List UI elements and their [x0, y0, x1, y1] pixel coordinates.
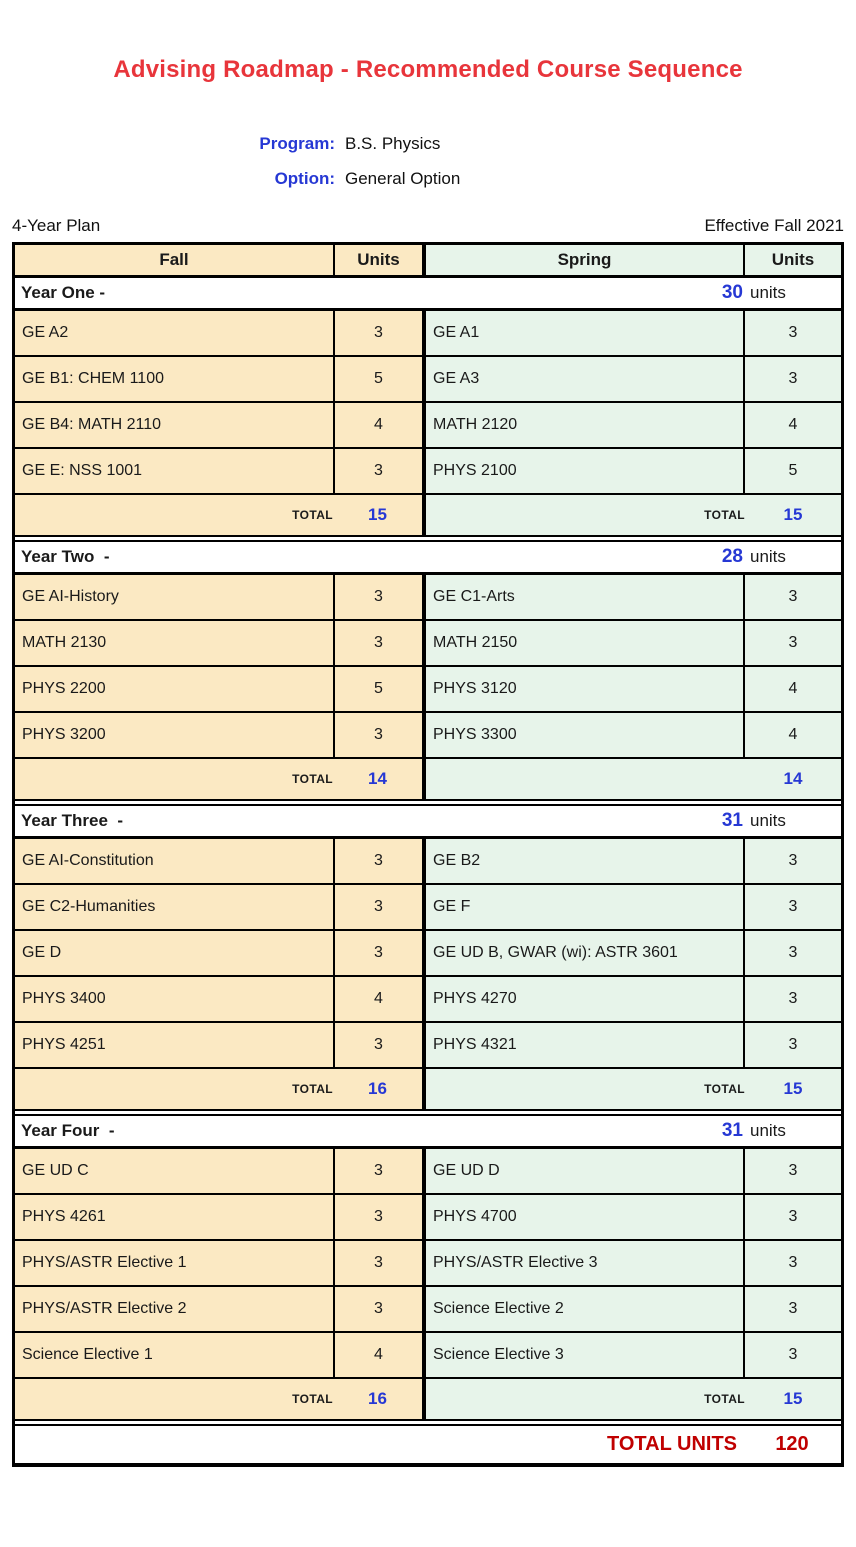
course-cell: PHYS 4261 [15, 1195, 333, 1241]
units-cell: 3 [333, 449, 422, 495]
course-cell: GE UD C [15, 1149, 333, 1195]
course-cell: GE C1-Arts [422, 575, 743, 621]
units-cell: 3 [333, 621, 422, 667]
option-label: Option: [274, 169, 335, 188]
spring-total-row [422, 495, 841, 535]
course-cell: PHYS 3400 [15, 977, 333, 1023]
program-line [0, 126, 856, 161]
year-band-three [15, 799, 841, 839]
course-cell: GE B2 [422, 839, 743, 885]
units-cell: 4 [743, 667, 841, 713]
program-label: Program: [259, 134, 335, 153]
units-cell: 3 [743, 885, 841, 931]
course-cell: GE UD D [422, 1149, 743, 1195]
units-cell: 4 [333, 1333, 422, 1379]
spring-total-row [422, 1379, 841, 1419]
total-value: 14 [783, 769, 803, 788]
year-band-one [15, 278, 841, 311]
units-cell: 3 [333, 885, 422, 931]
units-cell: 5 [333, 667, 422, 713]
total-label: TOTAL [292, 508, 333, 522]
units-cell: 3 [743, 1149, 841, 1195]
program-info [0, 126, 856, 196]
header-spring: Spring [422, 245, 743, 278]
course-cell: PHYS 3300 [422, 713, 743, 759]
course-cell: GE A1 [422, 311, 743, 357]
year-band-two [15, 535, 841, 575]
year-units-word: units [750, 811, 786, 830]
year-units-total: 30 [721, 282, 743, 303]
year-units-word: units [750, 1121, 786, 1140]
course-cell: PHYS 4270 [422, 977, 743, 1023]
course-cell: PHYS 3200 [15, 713, 333, 759]
grand-total-value: 120 [743, 1419, 841, 1463]
units-cell: 3 [743, 1333, 841, 1379]
fall-total-row [15, 495, 422, 535]
units-cell: 3 [743, 977, 841, 1023]
course-cell: GE B1: CHEM 1100 [15, 357, 333, 403]
units-cell: 3 [333, 713, 422, 759]
total-value: 15 [783, 1079, 803, 1098]
course-cell: GE A2 [15, 311, 333, 357]
total-label: TOTAL [292, 772, 333, 786]
year-label: Year Three - [21, 811, 124, 830]
course-cell: Science Elective 3 [422, 1333, 743, 1379]
course-cell: PHYS/ASTR Elective 1 [15, 1241, 333, 1287]
units-cell: 3 [743, 1241, 841, 1287]
units-cell: 3 [333, 575, 422, 621]
year-units-word: units [750, 547, 786, 566]
fall-total-row [15, 1069, 422, 1109]
units-cell: 3 [333, 1023, 422, 1069]
total-label: TOTAL [704, 1082, 745, 1096]
header-fall-units: Units [333, 245, 422, 278]
units-cell: 3 [333, 1149, 422, 1195]
units-cell: 3 [333, 1287, 422, 1333]
year-band-main [15, 806, 743, 836]
units-cell: 4 [743, 713, 841, 759]
year-units-total: 31 [721, 810, 743, 831]
option-value: General Option [345, 169, 461, 188]
total-value: 16 [368, 1389, 387, 1408]
course-cell: PHYS/ASTR Elective 3 [422, 1241, 743, 1287]
total-value: 15 [783, 505, 803, 524]
units-cell: 3 [743, 621, 841, 667]
fall-total-row [15, 759, 422, 799]
course-cell: MATH 2130 [15, 621, 333, 667]
units-cell: 3 [333, 311, 422, 357]
units-cell: 3 [333, 839, 422, 885]
units-cell: 3 [743, 1195, 841, 1241]
units-cell: 5 [743, 449, 841, 495]
total-value: 14 [368, 769, 387, 788]
course-cell: GE B4: MATH 2110 [15, 403, 333, 449]
course-cell: PHYS 2200 [15, 667, 333, 713]
course-cell: PHYS 3120 [422, 667, 743, 713]
total-label: TOTAL [292, 1392, 333, 1406]
course-cell: PHYS 4321 [422, 1023, 743, 1069]
units-cell: 3 [743, 839, 841, 885]
course-cell: GE AI-History [15, 575, 333, 621]
year-units-total: 31 [721, 1120, 743, 1141]
course-cell: GE AI-Constitution [15, 839, 333, 885]
year-band-main [15, 1116, 743, 1146]
roadmap-table [12, 242, 844, 1467]
year-band-main [15, 278, 743, 308]
header-spring-units: Units [743, 245, 841, 278]
course-cell: PHYS/ASTR Elective 2 [15, 1287, 333, 1333]
total-label: TOTAL [704, 1392, 745, 1406]
course-cell: MATH 2150 [422, 621, 743, 667]
year-label: Year Two - [21, 547, 110, 566]
course-cell: PHYS 4700 [422, 1195, 743, 1241]
course-cell: GE UD B, GWAR (wi): ASTR 3601 [422, 931, 743, 977]
units-cell: 3 [743, 1023, 841, 1069]
course-cell: GE F [422, 885, 743, 931]
units-cell: 4 [333, 403, 422, 449]
total-value: 15 [783, 1389, 803, 1408]
spring-total-row [422, 1069, 841, 1109]
units-cell: 4 [743, 403, 841, 449]
course-cell: PHYS 4251 [15, 1023, 333, 1069]
page-title: Advising Roadmap - Recommended Course Sequence [113, 56, 743, 83]
program-value: B.S. Physics [345, 134, 441, 153]
year-label: Year Four - [21, 1121, 115, 1140]
grand-total-label: TOTAL UNITS [15, 1419, 743, 1463]
units-cell: 5 [333, 357, 422, 403]
year-label: Year One - [21, 283, 106, 302]
plan-label: 4-Year Plan [12, 216, 101, 235]
units-cell: 4 [333, 977, 422, 1023]
units-cell: 3 [743, 311, 841, 357]
course-cell: MATH 2120 [422, 403, 743, 449]
units-cell: 3 [743, 357, 841, 403]
year-units-word: units [750, 283, 786, 302]
header-fall: Fall [15, 245, 333, 278]
total-label: TOTAL [292, 1082, 333, 1096]
effective-label: Effective Fall 2021 [704, 216, 844, 235]
course-cell: Science Elective 2 [422, 1287, 743, 1333]
course-cell: GE A3 [422, 357, 743, 403]
course-cell: GE E: NSS 1001 [15, 449, 333, 495]
option-line [0, 161, 856, 196]
units-cell: 3 [743, 1287, 841, 1333]
course-cell: Science Elective 1 [15, 1333, 333, 1379]
total-value: 16 [368, 1079, 387, 1098]
units-cell: 3 [333, 1241, 422, 1287]
spring-total-row [422, 759, 841, 799]
units-cell: 3 [743, 575, 841, 621]
units-cell: 3 [333, 931, 422, 977]
total-value: 15 [368, 505, 387, 524]
year-band-four [15, 1109, 841, 1149]
total-label: TOTAL [704, 508, 745, 522]
course-cell: GE C2-Humanities [15, 885, 333, 931]
fall-total-row [15, 1379, 422, 1419]
units-cell: 3 [333, 1195, 422, 1241]
plan-row [12, 214, 844, 238]
course-cell: PHYS 2100 [422, 449, 743, 495]
year-units-total: 28 [721, 546, 743, 567]
year-band-main [15, 542, 743, 572]
units-cell: 3 [743, 931, 841, 977]
course-cell: GE D [15, 931, 333, 977]
